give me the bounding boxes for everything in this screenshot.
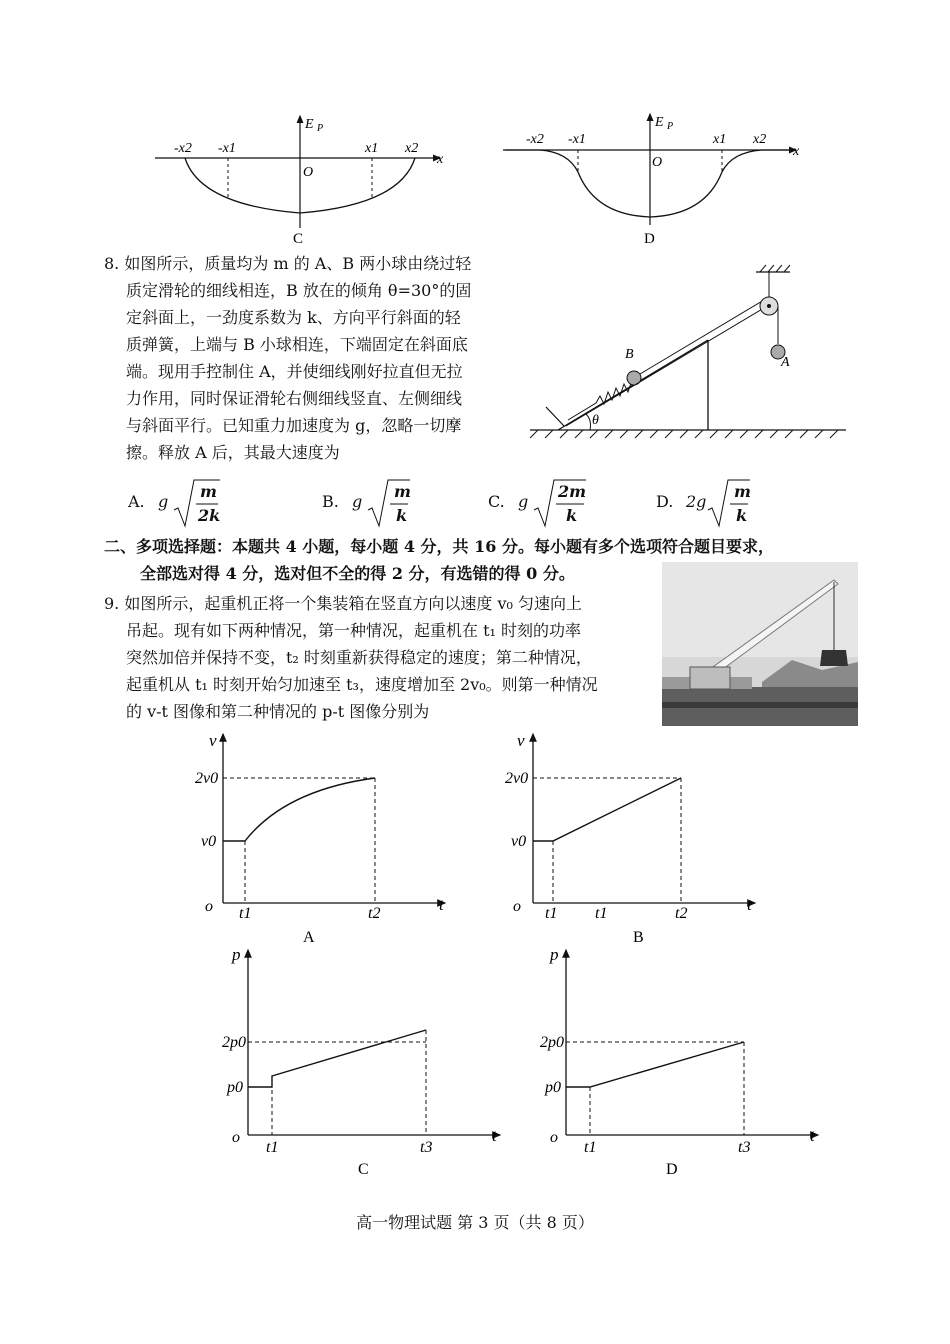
tick-2p0: 2p0 <box>540 1034 564 1051</box>
origin: o <box>513 898 521 915</box>
vt-graph-a <box>195 728 455 948</box>
axis-p: p <box>232 945 241 964</box>
q8-line: 力作用，同时保证滑轮右侧细线竖直、左侧细线 <box>126 389 463 408</box>
tick-x1: x1 <box>713 132 727 147</box>
option-letter: A. <box>128 492 145 511</box>
tick-t2: t2 <box>368 905 381 922</box>
tick-2v0: 2v0 <box>505 770 529 787</box>
tick-t3: t3 <box>738 1139 751 1156</box>
option-coef: g <box>352 492 363 511</box>
tick-2v0: 2v0 <box>195 770 219 787</box>
pt-graph-c <box>222 942 512 1178</box>
tick-2p0: 2p0 <box>222 1034 246 1051</box>
option-coef: 2g <box>686 492 707 511</box>
label-c: C <box>358 1161 369 1178</box>
label-a: A <box>781 355 790 370</box>
origin: o <box>550 1129 558 1146</box>
tick-x2: x2 <box>405 141 419 156</box>
axis-v: v <box>517 731 525 750</box>
tick-neg-x2: -x2 <box>174 141 192 156</box>
frac-den: k <box>736 506 748 525</box>
q9-line: 吊起。现有如下两种情况，第一种情况，起重机在 t₁ 时刻的功率 <box>126 621 582 640</box>
tick-t1: t1 <box>595 905 608 922</box>
angle-theta: θ <box>592 413 599 428</box>
tick-t3: t3 <box>420 1139 433 1156</box>
axis-ep: E <box>655 115 664 130</box>
frac-num: m <box>734 482 751 501</box>
q8-line: 质定滑轮的细线相连，B 放在的倾角 θ=30°的固 <box>126 281 472 300</box>
q8-line: 端。现用手控制住 A，并使细线刚好拉直但无拉 <box>126 362 463 381</box>
incline-pulley-figure <box>528 262 848 442</box>
q8-line: 质弹簧，上端与 B 小球相连，下端固定在斜面底 <box>126 335 468 354</box>
ep-graph-d <box>500 110 810 250</box>
frac-den: k <box>396 506 408 525</box>
q8-number: 8. <box>104 254 120 273</box>
q9-line: 如图所示，起重机正将一个集装箱在竖直方向以速度 v₀ 匀速向上 <box>124 594 582 613</box>
q8-line: 擦。释放 A 后，其最大速度为 <box>126 443 340 462</box>
tick-t1: t1 <box>239 905 252 922</box>
origin: O <box>652 155 663 170</box>
label-c: C <box>293 231 304 247</box>
option-coef: g <box>518 492 529 511</box>
origin: o <box>232 1129 240 1146</box>
q8-line: 定斜面上，一劲度系数为 k、方向平行斜面的轻 <box>126 308 461 327</box>
label-b: B <box>633 929 644 946</box>
option-letter: B. <box>322 492 339 511</box>
tick-neg-x1: -x1 <box>568 132 586 147</box>
ep-graph-c <box>150 110 450 250</box>
label-b: B <box>625 347 634 362</box>
axis-ep-sub: P <box>667 121 674 132</box>
axis-x: x <box>793 144 800 159</box>
label-d: D <box>666 1161 678 1178</box>
origin: O <box>303 165 314 180</box>
q9-line: 起重机从 t₁ 时刻开始匀加速至 t₃，速度增加至 2v₀。则第一种情况 <box>126 675 598 694</box>
vt-graph-b <box>505 728 765 948</box>
option-coef: g <box>158 492 169 511</box>
section-line: 全部选对得 4 分，选对但不全的得 2 分，有选错的得 0 分。 <box>140 564 575 583</box>
axis-ep: E <box>305 117 314 132</box>
frac-num: m <box>394 482 411 501</box>
axis-ep-sub: P <box>317 123 324 134</box>
axis-p: p <box>550 945 559 964</box>
crane-photo <box>662 562 858 726</box>
frac-num: 2m <box>558 482 587 501</box>
q9-line: 突然加倍并保持不变，t₂ 时刻重新获得稳定的速度；第二种情况， <box>126 648 592 667</box>
tick-v0: v0 <box>201 833 217 850</box>
tick-p0: p0 <box>545 1079 561 1096</box>
frac-num: m <box>200 482 217 501</box>
tick-neg-x2: -x2 <box>526 132 544 147</box>
q9-line: 的 v-t 图像和第二种情况的 p-t 图像分别为 <box>126 702 430 721</box>
question-8 <box>104 250 524 466</box>
tick-x2: x2 <box>753 132 767 147</box>
tick-t2: t2 <box>675 905 688 922</box>
section-line: 二、多项选择题：本题共 4 小题，每小题 4 分，共 16 分。每小题有多个选项符合题目要求， <box>104 537 774 556</box>
axis-t: t <box>810 1126 815 1145</box>
tick-t1: t1 <box>584 1139 597 1156</box>
q8-line: 与斜面平行。已知重力加速度为 g，忽略一切摩 <box>126 416 462 435</box>
q8-line: 如图所示，质量均为 m 的 A、B 两小球由绕过轻 <box>124 254 472 273</box>
q9-number: 9. <box>104 594 120 613</box>
tick-neg-x1: -x1 <box>218 141 236 156</box>
option-letter: D. <box>656 492 674 511</box>
origin: o <box>205 898 213 915</box>
axis-t: t <box>747 895 752 914</box>
tick-t1: t1 <box>545 905 558 922</box>
tick-x1: x1 <box>365 141 379 156</box>
pt-graph-d <box>540 942 830 1178</box>
axis-t: t <box>439 895 444 914</box>
page-footer: 高一物理试题 第 3 页（共 8 页） <box>356 1213 594 1232</box>
tick-v0: v0 <box>511 833 527 850</box>
question-9 <box>104 590 660 725</box>
frac-den: 2k <box>198 506 221 525</box>
frac-den: k <box>566 506 578 525</box>
tick-t1: t1 <box>266 1139 279 1156</box>
axis-x: x <box>437 152 444 167</box>
axis-v: v <box>209 731 217 750</box>
option-letter: C. <box>488 492 505 511</box>
tick-p0: p0 <box>227 1079 243 1096</box>
label-d: D <box>644 231 655 247</box>
label-a: A <box>303 929 315 946</box>
axis-t: t <box>492 1126 497 1145</box>
